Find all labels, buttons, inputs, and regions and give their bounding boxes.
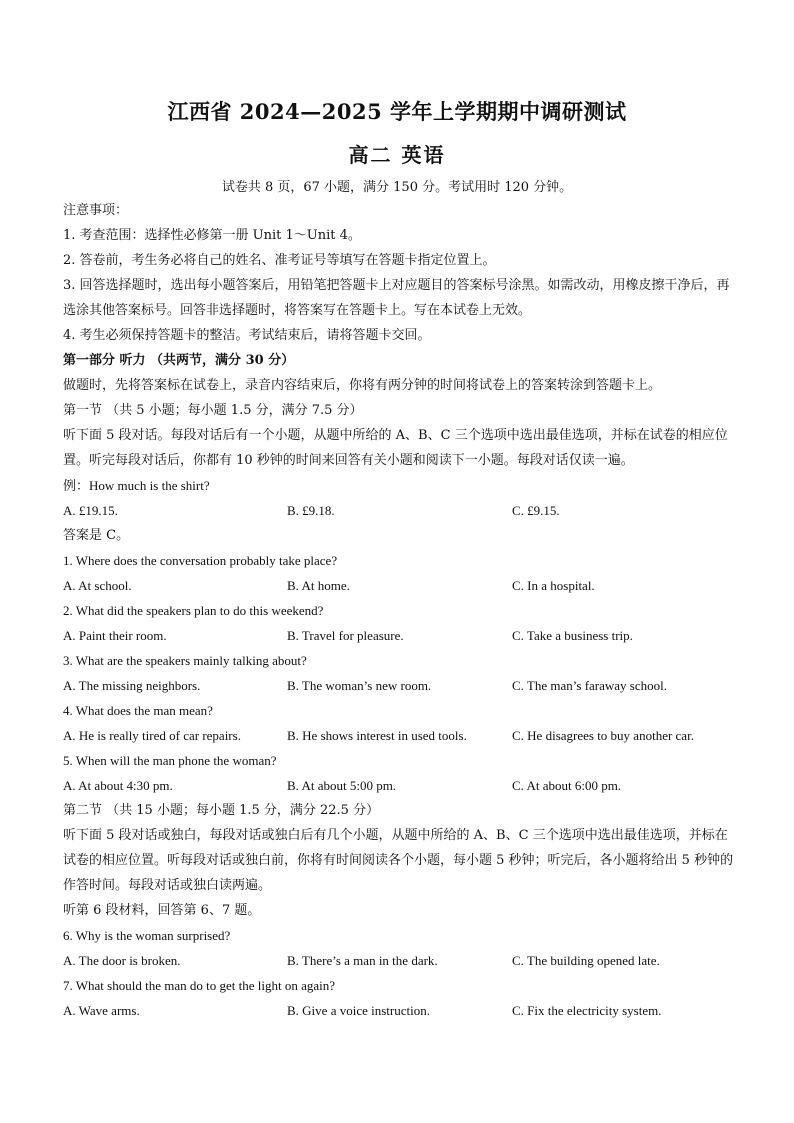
exam-info: 试卷共 8 页，67 小题，满分 150 分。考试用时 120 分钟。 xyxy=(221,180,573,195)
notice-item-4: 4. 考生必须保持答题卡的整洁。考试结束后，请将答题卡交回。 xyxy=(63,328,431,343)
question-1-option-a: A. At school. xyxy=(63,578,132,593)
exam-subtitle: 高二 英语 xyxy=(348,143,446,167)
example-option-a: A. £19.15. xyxy=(63,503,118,518)
question-6-options xyxy=(63,948,735,973)
question-2-option-b: B. Travel for pleasure. xyxy=(287,628,404,643)
exam-body xyxy=(63,198,735,1023)
question-7-option-b: B. Give a voice instruction. xyxy=(287,1003,430,1018)
question-2-option-a: A. Paint their room. xyxy=(63,628,167,643)
notice-item-2: 2. 答卷前，考生务必将自己的姓名、准考证号等填写在答题卡指定位置上。 xyxy=(63,253,496,268)
question-2-option-c: C. Take a business trip. xyxy=(512,628,633,643)
example-options xyxy=(63,498,735,523)
question-4-option-c: C. He disagrees to buy another car. xyxy=(512,728,694,743)
question-4-option-b: B. He shows interest in used tools. xyxy=(287,728,467,743)
section2-heading: 第二节 （共 15 小题；每小题 1.5 分，满分 22.5 分） xyxy=(63,803,380,818)
part1-instruction: 做题时，先将答案标在试卷上，录音内容结束后，你将有两分钟的时间将试卷上的答案转涂到答题卡上。 xyxy=(63,378,662,393)
exam-title: 江西省 2024—2025 学年上学期期中调研测试 xyxy=(167,99,627,124)
question-1-option-b: B. At home. xyxy=(287,578,350,593)
section2-material: 听第 6 段材料，回答第 6、7 题。 xyxy=(63,903,261,918)
example-question: 例：How much is the shirt? xyxy=(63,478,210,493)
question-3-options xyxy=(63,673,735,698)
question-7-option-c: C. Fix the electricity system. xyxy=(512,1003,662,1018)
notice-item-3: 3. 回答选择题时，选出每小题答案后，用铅笔把答题卡上对应题目的答案标号涂黑。如需改动，用橡皮擦干净后，再选涂其他答案标号。回答非选择题时，将答案写在答题卡上。写在本试卷上无效。 xyxy=(63,278,730,318)
example-answer: 答案是 C。 xyxy=(63,528,130,543)
question-4-options xyxy=(63,723,735,748)
example-option-b: B. £9.18. xyxy=(287,503,335,518)
question-1-option-c: C. In a hospital. xyxy=(512,578,595,593)
notice-item-1: 1. 考查范围：选择性必修第一册 Unit 1～Unit 4。 xyxy=(63,228,361,243)
question-3-option-a: A. The missing neighbors. xyxy=(63,678,201,693)
question-5-options xyxy=(63,773,735,798)
question-6-option-a: A. The door is broken. xyxy=(63,953,181,968)
question-2: 2. What did the speakers plan to do this weekend? xyxy=(63,603,324,618)
question-3-option-b: B. The woman’s new room. xyxy=(287,678,432,693)
section1-instruction: 听下面 5 段对话。每段对话后有一个小题，从题中所给的 A、B、C 三个选项中选出最佳选项，并标在试卷的相应位置。听完每段对话后，你都有 10 秒钟的时间来回答有关小题和阅读下一小题。每段对话仅读一遍。 xyxy=(63,428,728,468)
question-7-options xyxy=(63,998,735,1023)
section1-heading: 第一节 （共 5 小题；每小题 1.5 分，满分 7.5 分） xyxy=(63,403,363,418)
question-3: 3. What are the speakers mainly talking about? xyxy=(63,653,307,668)
question-5-option-b: B. At about 5:00 pm. xyxy=(287,778,397,793)
question-5-option-a: A. At about 4:30 pm. xyxy=(63,778,173,793)
question-1: 1. Where does the conversation probably take place? xyxy=(63,553,338,568)
question-4: 4. What does the man mean? xyxy=(63,703,213,718)
question-6: 6. Why is the woman surprised? xyxy=(63,928,231,943)
question-4-option-a: A. He is really tired of car repairs. xyxy=(63,728,241,743)
question-7: 7. What should the man do to get the light on again? xyxy=(63,978,335,993)
question-1-options xyxy=(63,573,735,598)
example-option-c: C. £9.15. xyxy=(512,503,560,518)
question-7-option-a: A. Wave arms. xyxy=(63,1003,140,1018)
question-2-options xyxy=(63,623,735,648)
question-5: 5. When will the man phone the woman? xyxy=(63,753,277,768)
question-6-option-c: C. The building opened late. xyxy=(512,953,660,968)
question-3-option-c: C. The man’s faraway school. xyxy=(512,678,667,693)
question-6-option-b: B. There’s a man in the dark. xyxy=(287,953,438,968)
section2-instruction: 听下面 5 段对话或独白，每段对话或独白后有几个小题，从题中所给的 A、B、C 三个选项中选出最佳选项，并标在试卷的相应位置。听每段对话或独白前，你将有时间阅读各个小题，每小题 5 秒钟；听完后，各小题将给出 5 秒钟的作答时间。每段对话或独白读两遍。 xyxy=(63,828,734,893)
question-5-option-c: C. At about 6:00 pm. xyxy=(512,778,622,793)
part1-heading: 第一部分 听力 （共两节，满分 30 分） xyxy=(63,353,295,368)
notice-heading: 注意事项： xyxy=(63,203,129,218)
